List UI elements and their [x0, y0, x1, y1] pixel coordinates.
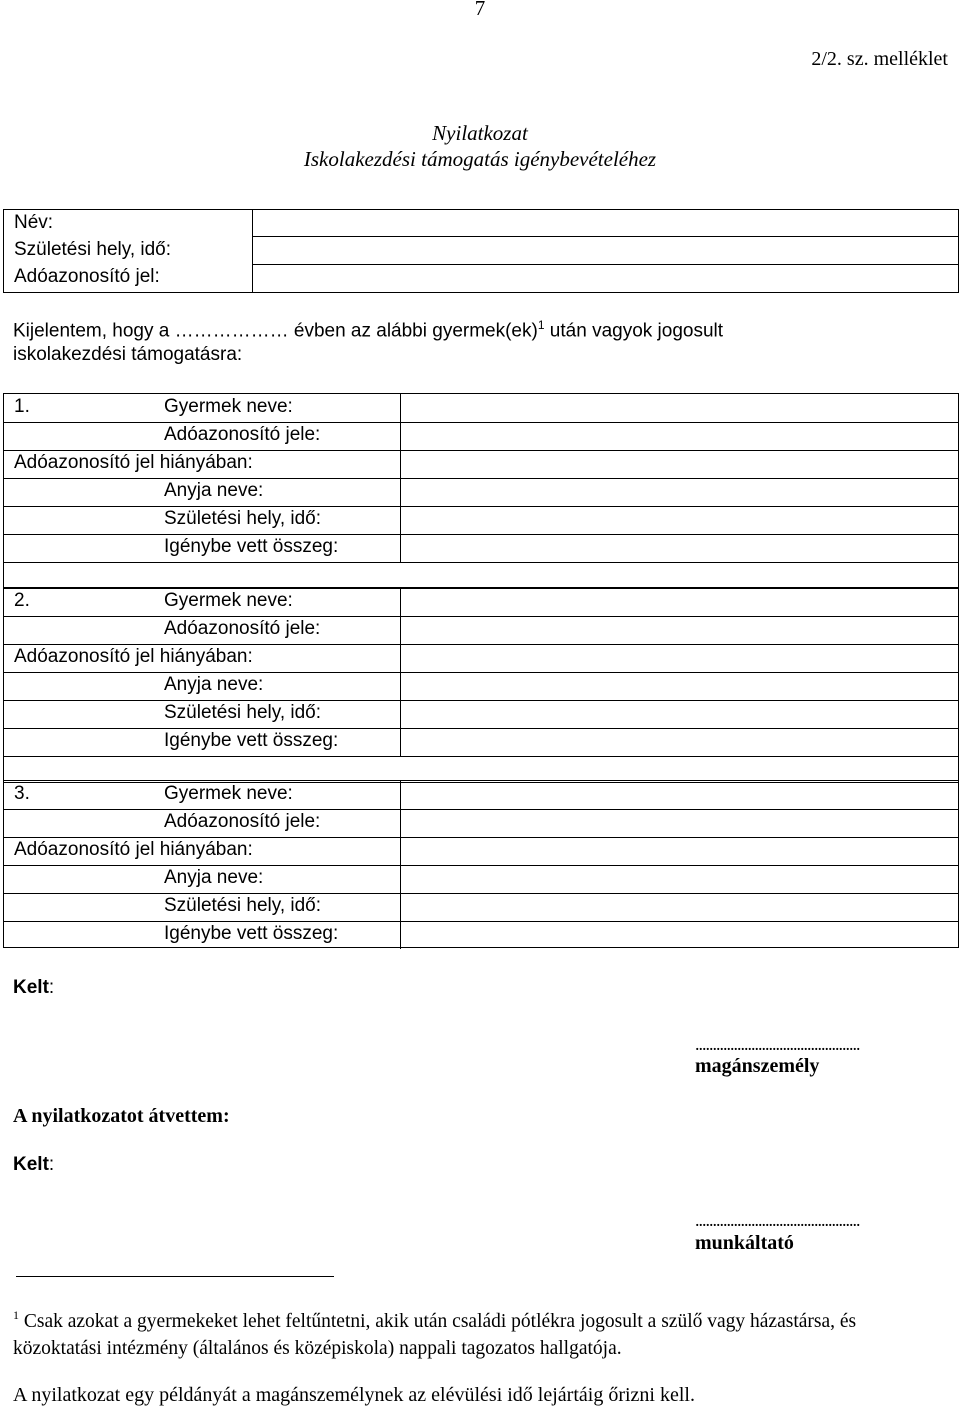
child-no-tax-id-label: Adóazonosító jel hiányában: — [14, 452, 253, 473]
private-person-label: magánszemély — [695, 1055, 820, 1077]
child-amount-label: Igénybe vett összeg: — [164, 536, 339, 557]
child-mother-label: Anyja neve: — [164, 867, 264, 888]
child-mother-label: Anyja neve: — [164, 480, 264, 501]
document-title: Nyilatkozat — [432, 121, 528, 145]
page-number: 7 — [474, 0, 486, 20]
declaration-text: Kijelentem, hogy a ……………… évben az alábbi gyermek(ek) — [13, 320, 538, 342]
birth-label: Születési hely, idő: — [14, 239, 172, 260]
child-tax-id-label: Adóazonosító jele: — [164, 424, 321, 445]
child-amount-label: Igénybe vett összeg: — [164, 730, 339, 751]
signature-line-employer: ............................................... — [695, 1210, 860, 1230]
child-birth-label: Születési hely, idő: — [164, 895, 322, 916]
child-number: 3. — [14, 783, 30, 804]
annex-label: 2/2. sz. melléklet — [811, 48, 948, 70]
child-birth-label: Születési hely, idő: — [164, 702, 322, 723]
footnote — [13, 1302, 948, 1362]
name-label: Név: — [14, 212, 54, 233]
child-tax-id-label: Adóazonosító jele: — [164, 811, 321, 832]
child-name-label: Gyermek neve: — [164, 396, 293, 417]
child-number: 1. — [14, 396, 30, 417]
child-table-2 — [3, 587, 959, 783]
child-table-3 — [3, 780, 959, 948]
document-subtitle: Iskolakezdési támogatás igénybevételéhez — [303, 147, 657, 171]
retention-note: A nyilatkozat egy példányát a magánszemélynek az elévülési idő lejártáig őrizni kell. — [13, 1384, 695, 1406]
personal-info-table — [3, 209, 959, 293]
child-mother-label: Anyja neve: — [164, 674, 264, 695]
signature-line-private: ............................................... — [695, 1034, 860, 1054]
kelt-label-2: Kelt: — [13, 1154, 55, 1175]
received-label: A nyilatkozatot átvettem: — [13, 1105, 230, 1127]
child-birth-label: Születési hely, idő: — [164, 508, 322, 529]
child-tax-id-label: Adóazonosító jele: — [164, 618, 321, 639]
footnote-separator — [16, 1276, 334, 1277]
child-no-tax-id-label: Adóazonosító jel hiányában: — [14, 839, 253, 860]
declaration-text-end: után vagyok jogosult — [544, 320, 724, 342]
footnote-marker: 1 — [13, 1308, 19, 1322]
kelt-label-1: Kelt: — [13, 977, 55, 998]
tax-id-label: Adóazonosító jel: — [14, 266, 160, 287]
footnote-ref: 1 — [537, 318, 545, 332]
footnote-text: Csak azokat a gyermekeket lehet feltűntetni, akik után családi pótlékra jogosult a szülő vagy házastársa, és közoktatási intézmény (általános és középiskola) nappali tagozatos hallgatója. — [13, 1311, 857, 1359]
declaration-line-1 — [13, 318, 723, 342]
child-name-label: Gyermek neve: — [164, 783, 293, 804]
employer-label: munkáltató — [695, 1232, 794, 1254]
child-amount-label: Igénybe vett összeg: — [164, 923, 339, 944]
child-table-1 — [3, 393, 959, 589]
child-no-tax-id-label: Adóazonosító jel hiányában: — [14, 646, 253, 667]
declaration-line-2: iskolakezdési támogatásra: — [13, 344, 243, 365]
child-name-label: Gyermek neve: — [164, 590, 293, 611]
child-number: 2. — [14, 590, 30, 611]
